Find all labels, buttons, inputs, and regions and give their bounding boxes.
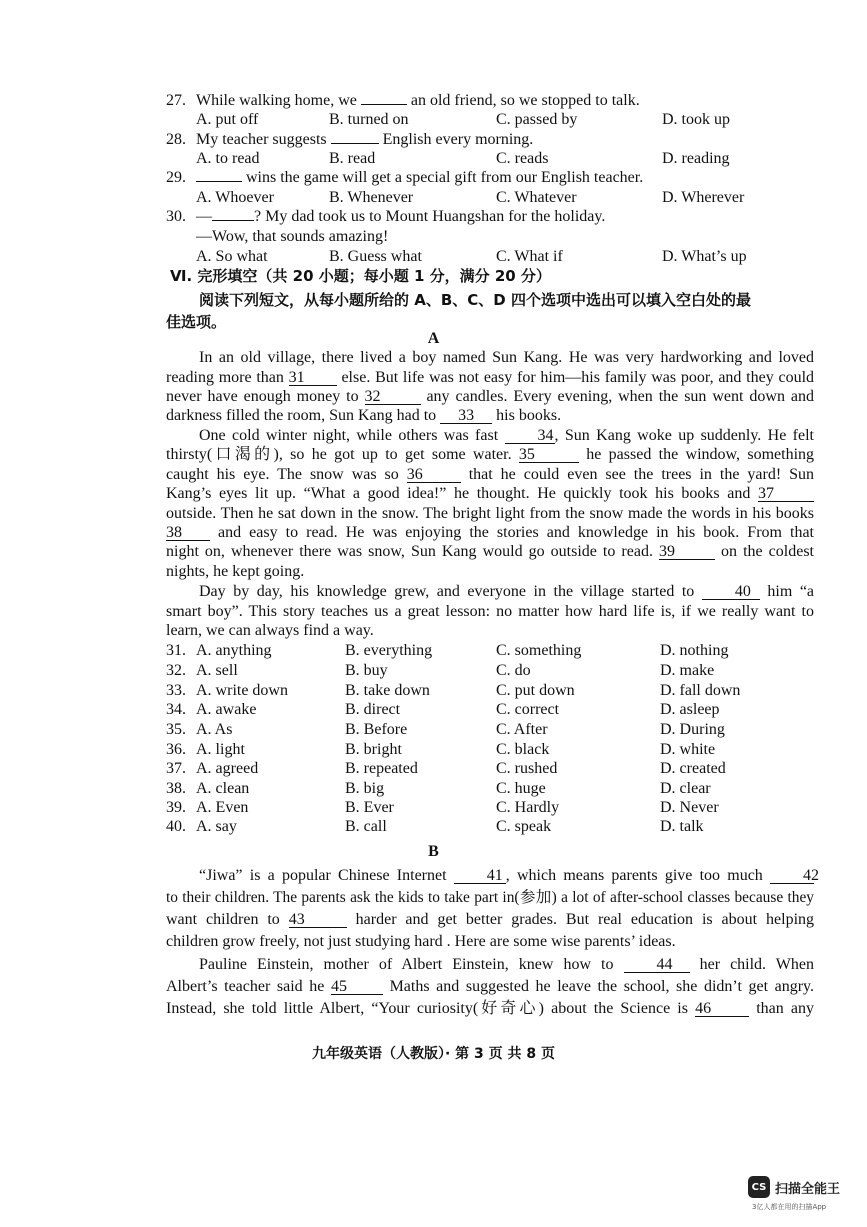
option-number: 34. — [166, 701, 186, 718]
option-a: A. say — [196, 818, 237, 835]
passage-line: darkness filled the room, Sun Kang had to 33 his books. — [166, 407, 562, 424]
option-a: A. sell — [196, 662, 238, 679]
question-stem: While walking home, we — [196, 92, 357, 109]
option-c: C. What if — [496, 248, 563, 265]
option-b: B. repeated — [345, 760, 418, 777]
option-b: B. Ever — [345, 799, 394, 816]
option-d: D. reading — [662, 150, 730, 167]
passage-label: B — [428, 843, 439, 860]
option-c: C. Whatever — [496, 189, 577, 206]
answer-blank — [361, 104, 407, 105]
passage-line: “Jiwa” is a popular Chinese Internet 41 , which means parents give too much 42 — [199, 867, 820, 884]
question-stem: wins the game will get a special gift from our English teacher. — [246, 169, 644, 186]
option-d: D. What’s up — [662, 248, 747, 265]
blank-33: 33 — [440, 408, 492, 424]
scanner-name: 扫描全能王 — [775, 1181, 841, 1197]
question-number: 29. — [166, 169, 186, 186]
passage-line: to their children. The parents ask the kids to take part in(参加) a lot of after-school classes because they — [166, 889, 814, 906]
option-d: D. created — [660, 760, 726, 777]
option-number: 39. — [166, 799, 186, 816]
option-a: A. So what — [196, 248, 268, 265]
option-number: 35. — [166, 721, 186, 738]
scanner-watermark — [748, 1176, 840, 1198]
answer-blank — [212, 220, 254, 221]
option-b: B. take down — [345, 682, 430, 699]
question-27 — [166, 91, 640, 110]
option-b: B. Guess what — [329, 248, 422, 265]
option-c: C. black — [496, 741, 550, 758]
option-d: D. Never — [660, 799, 719, 816]
option-a: A. anything — [196, 642, 272, 659]
passage-line: caught his eye. The snow was so 36 that he could even see the trees in the yard! Sun — [166, 466, 815, 483]
option-b: B. Before — [345, 721, 408, 738]
option-number: 32. — [166, 662, 186, 679]
passage-line: Day by day, his knowledge grew, and everyone in the village started to 40 him “a — [199, 583, 815, 600]
passage-line: In an old village, there lived a boy named Sun Kang. He was very hardworking and loved — [199, 349, 814, 366]
option-number: 37. — [166, 760, 186, 777]
option-c: C. Hardly — [496, 799, 560, 816]
option-b: B. turned on — [329, 111, 409, 128]
passage-line: Albert’s teacher said he 45 Maths and suggested he leave the school, she didn’t get angry. — [166, 978, 815, 995]
option-c: C. speak — [496, 818, 552, 835]
scanner-tagline: 3亿人都在用的扫描App — [752, 1203, 827, 1211]
blank-37: 37 — [758, 486, 814, 502]
passage-line: Pauline Einstein, mother of Albert Einstein, knew how to 44 her child. When — [199, 956, 815, 973]
option-a: A. write down — [196, 682, 288, 699]
blank-36: 36 — [407, 467, 461, 483]
blank-41: 41 — [454, 868, 506, 884]
blank-46: 46 — [695, 1001, 749, 1017]
option-d: D. make — [660, 662, 715, 679]
option-c: C. rushed — [496, 760, 558, 777]
option-d: D. nothing — [660, 642, 729, 659]
question-stem: — — [196, 208, 212, 225]
passage-line: One cold winter night, while others was fast 34, Sun Kang woke up suddenly. He felt — [199, 427, 815, 444]
passage-line: 38 and easy to read. He was enjoying the stories and knowledge in his book. From that — [166, 524, 815, 541]
question-stem: ? My dad took us to Mount Huangshan for the holiday. — [254, 208, 606, 225]
option-d: D. talk — [660, 818, 704, 835]
option-c: C. huge — [496, 780, 546, 797]
passage-line: night on, whenever there was snow, Sun Kang would go outside to read. 39 on the coldest — [166, 543, 814, 560]
option-b: B. call — [345, 818, 387, 835]
option-c: C. correct — [496, 701, 560, 718]
option-c: C. do — [496, 662, 531, 679]
passage-line: reading more than 31 else. But life was not easy for him—his family was poor, and they could — [166, 369, 815, 386]
option-b: B. bright — [345, 741, 402, 758]
question-stem: an old friend, so we stopped to talk. — [410, 92, 640, 109]
blank-45: 45 — [331, 979, 383, 995]
option-d: D. Wherever — [662, 189, 745, 206]
option-d: D. fall down — [660, 682, 741, 699]
answer-blank — [196, 181, 242, 182]
option-a: A. put off — [196, 111, 259, 128]
option-c: C. reads — [496, 150, 549, 167]
question-number: 28. — [166, 131, 186, 148]
question-30 — [166, 207, 605, 226]
passage-line: want children to 43 harder and get better grades. But real education is about helping — [166, 911, 815, 928]
option-d: D. took up — [662, 111, 730, 128]
question-number: 27. — [166, 92, 186, 109]
option-b: B. read — [329, 150, 376, 167]
passage-line: Kang’s eyes lit up. “What a good idea!” he thought. He quickly took his books and 37 — [166, 484, 814, 503]
question-stem: My teacher suggests — [196, 131, 327, 148]
option-number: 31. — [166, 642, 186, 659]
option-d: D. asleep — [660, 701, 720, 718]
answer-blank — [331, 143, 379, 144]
passage-line: nights, he kept going. — [166, 563, 305, 580]
blank-31: 31 — [289, 370, 337, 386]
page-footer: 九年级英语（人教版）· 第 3 页 共 8 页 — [311, 1046, 556, 1062]
blank-34: 34 — [505, 428, 555, 444]
option-a: A. As — [196, 721, 233, 738]
blank-39: 39 — [659, 544, 715, 560]
blank-43: 43 — [289, 912, 347, 928]
question-dialogue: —Wow, that sounds amazing! — [196, 228, 389, 245]
option-c: C. something — [496, 642, 582, 659]
option-number: 33. — [166, 682, 186, 699]
option-d: D. white — [660, 741, 716, 758]
camscanner-icon: CS — [748, 1176, 770, 1198]
option-d: D. clear — [660, 780, 711, 797]
option-a: A. Whoever — [196, 189, 274, 206]
option-c: C. After — [496, 721, 548, 738]
option-number: 36. — [166, 741, 186, 758]
question-28 — [166, 130, 533, 149]
passage-line: Instead, she told little Albert, “Your curiosity(好奇心) about the Science is 46 than any — [166, 1000, 815, 1017]
section-instruction: 佳选项。 — [166, 313, 227, 331]
passage-line: never have enough money to 32 any candles. Every evening, when the sun went down and — [166, 388, 814, 405]
option-c: C. put down — [496, 682, 575, 699]
passage-line: smart boy”. This story teaches us a great lesson: no matter how hard life is, if we really want to — [166, 603, 814, 620]
option-b: B. Whenever — [329, 189, 414, 206]
section-instruction: 阅读下列短文，从每小题所给的 A、B、C、D 四个选项中选出可以填入空白处的最 — [199, 291, 751, 309]
passage-line: learn, we can always find a way. — [166, 622, 374, 639]
option-number: 40. — [166, 818, 186, 835]
option-a: A. clean — [196, 780, 250, 797]
passage-line: children grow freely, not just studying hard . Here are some wise parents’ ideas. — [166, 933, 676, 950]
option-a: A. awake — [196, 701, 257, 718]
option-c: C. passed by — [496, 111, 578, 128]
option-a: A. agreed — [196, 760, 259, 777]
blank-42: 42 — [770, 868, 814, 884]
question-29 — [166, 168, 643, 187]
passage-line: thirsty(口渴的), so he got up to get some water. 35 he passed the window, something — [166, 446, 815, 463]
passage-line: outside. Then he sat down in the snow. The bright light from the snow made the words in his books — [166, 505, 814, 522]
question-stem: English every morning. — [382, 131, 534, 148]
option-b: B. everything — [345, 642, 433, 659]
blank-44: 44 — [624, 957, 690, 973]
section-title: Ⅵ. 完形填空（共 20 小题；每小题 1 分，满分 20 分） — [170, 267, 551, 285]
blank-35: 35 — [519, 447, 579, 463]
option-b: B. big — [345, 780, 385, 797]
option-b: B. direct — [345, 701, 401, 718]
blank-32: 32 — [365, 389, 421, 405]
blank-38: 38 — [166, 525, 210, 541]
passage-label: A — [427, 330, 440, 347]
option-a: A. to read — [196, 150, 260, 167]
question-number: 30. — [166, 208, 186, 225]
option-b: B. buy — [345, 662, 388, 679]
option-a: A. light — [196, 741, 245, 758]
option-a: A. Even — [196, 799, 249, 816]
blank-40: 40 — [702, 584, 760, 600]
option-number: 38. — [166, 780, 186, 797]
option-d: D. During — [660, 721, 725, 738]
